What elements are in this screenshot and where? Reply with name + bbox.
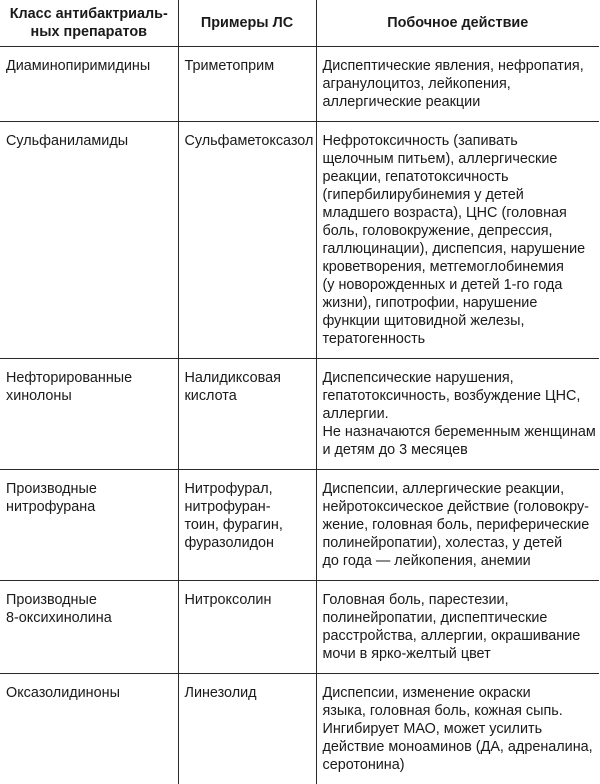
- table-row: [0, 359, 599, 470]
- cell-line: аллергические реакции: [323, 93, 594, 111]
- cell-drug-class: [0, 674, 178, 784]
- cell-line: Производные: [6, 480, 172, 498]
- cell-examples: [178, 470, 316, 581]
- header-line: Побочное действие: [323, 14, 594, 32]
- cell-line: боль, головокружение, депрессия,: [323, 222, 594, 240]
- cell-line: Не назначаются беременным женщинам: [323, 423, 594, 441]
- table-row: [0, 470, 599, 581]
- cell-side-effects: [316, 674, 599, 784]
- cell-side-effects: [316, 359, 599, 470]
- header-side-effects: [316, 0, 599, 47]
- cell-line: полинейропатии), холестаз, у детей: [323, 534, 594, 552]
- cell-line: серотонина): [323, 756, 594, 774]
- header-line: Примеры ЛС: [185, 14, 310, 32]
- cell-line: галлюцинации), диспепсия, нарушение: [323, 240, 594, 258]
- cell-line: хинолоны: [6, 387, 172, 405]
- cell-line: расстройства, аллергии, окрашивание: [323, 627, 594, 645]
- cell-line: гепатотоксичность, возбуждение ЦНС,: [323, 387, 594, 405]
- cell-drug-class: [0, 581, 178, 674]
- cell-line: младшего возраста), ЦНС (головная: [323, 204, 594, 222]
- table-header-row: [0, 0, 599, 47]
- cell-line: аллергии.: [323, 405, 594, 423]
- cell-line: Нефторированные: [6, 369, 172, 387]
- cell-side-effects: [316, 470, 599, 581]
- cell-examples: [178, 674, 316, 784]
- cell-line: тератогенность: [323, 330, 594, 348]
- cell-line: языка, головная боль, кожная сыпь.: [323, 702, 594, 720]
- cell-line: (у новорожденных и детей 1-го года: [323, 276, 594, 294]
- cell-line: щелочным питьем), аллергические: [323, 150, 594, 168]
- cell-line: 8-оксихинолина: [6, 609, 172, 627]
- cell-line: Триметоприм: [185, 57, 310, 75]
- cell-drug-class: [0, 470, 178, 581]
- cell-line: фуразолидон: [185, 534, 310, 552]
- cell-line: полинейропатии, диспептические: [323, 609, 594, 627]
- cell-drug-class: [0, 47, 178, 122]
- cell-line: Сульфаниламиды: [6, 132, 172, 150]
- cell-line: действие моноаминов (ДА, адреналина,: [323, 738, 594, 756]
- cell-line: кроветворения, метгемоглобинемия: [323, 258, 594, 276]
- cell-line: Нефротоксичность (запивать: [323, 132, 594, 150]
- cell-line: Головная боль, парестезии,: [323, 591, 594, 609]
- cell-line: Налидиксовая: [185, 369, 310, 387]
- cell-line: Диспепсии, аллергические реакции,: [323, 480, 594, 498]
- header-examples: [178, 0, 316, 47]
- cell-examples: [178, 359, 316, 470]
- cell-line: Диспептические явления, нефропатия,: [323, 57, 594, 75]
- cell-line: Сульфаметоксазол: [185, 132, 310, 150]
- cell-line: нитрофурана: [6, 498, 172, 516]
- cell-line: кислота: [185, 387, 310, 405]
- cell-line: Диспепсические нарушения,: [323, 369, 594, 387]
- header-drug-class: [0, 0, 178, 47]
- cell-line: реакции, гепатотоксичность: [323, 168, 594, 186]
- cell-line: Оксазолидиноны: [6, 684, 172, 702]
- cell-line: мочи в ярко-желтый цвет: [323, 645, 594, 663]
- cell-examples: [178, 581, 316, 674]
- cell-line: Производные: [6, 591, 172, 609]
- cell-line: нитрофуран-: [185, 498, 310, 516]
- cell-examples: [178, 47, 316, 122]
- header-line: ных препаратов: [6, 23, 172, 41]
- cell-side-effects: [316, 581, 599, 674]
- cell-line: жизни), гипотрофии, нарушение: [323, 294, 594, 312]
- cell-line: жение, головная боль, периферические: [323, 516, 594, 534]
- cell-line: Диспепсии, изменение окраски: [323, 684, 594, 702]
- cell-examples: [178, 122, 316, 359]
- table-row: [0, 581, 599, 674]
- cell-line: тоин, фурагин,: [185, 516, 310, 534]
- table-row: [0, 674, 599, 784]
- table-row: [0, 47, 599, 122]
- cell-side-effects: [316, 47, 599, 122]
- cell-side-effects: [316, 122, 599, 359]
- cell-line: Нитрофурал,: [185, 480, 310, 498]
- cell-drug-class: [0, 359, 178, 470]
- cell-line: Линезолид: [185, 684, 310, 702]
- cell-line: агранулоцитоз, лейкопения,: [323, 75, 594, 93]
- cell-line: (гипербилирубинемия у детей: [323, 186, 594, 204]
- cell-line: Ингибирует МАО, может усилить: [323, 720, 594, 738]
- cell-line: и детям до 3 месяцев: [323, 441, 594, 459]
- table-row: [0, 122, 599, 359]
- cell-line: функции щитовидной железы,: [323, 312, 594, 330]
- cell-line: до года — лейкопения, анемии: [323, 552, 594, 570]
- cell-line: нейротоксическое действие (головокру-: [323, 498, 594, 516]
- cell-line: Диаминопиримидины: [6, 57, 172, 75]
- header-line: Класс антибактриаль-: [6, 5, 172, 23]
- cell-line: Нитроксолин: [185, 591, 310, 609]
- cell-drug-class: [0, 122, 178, 359]
